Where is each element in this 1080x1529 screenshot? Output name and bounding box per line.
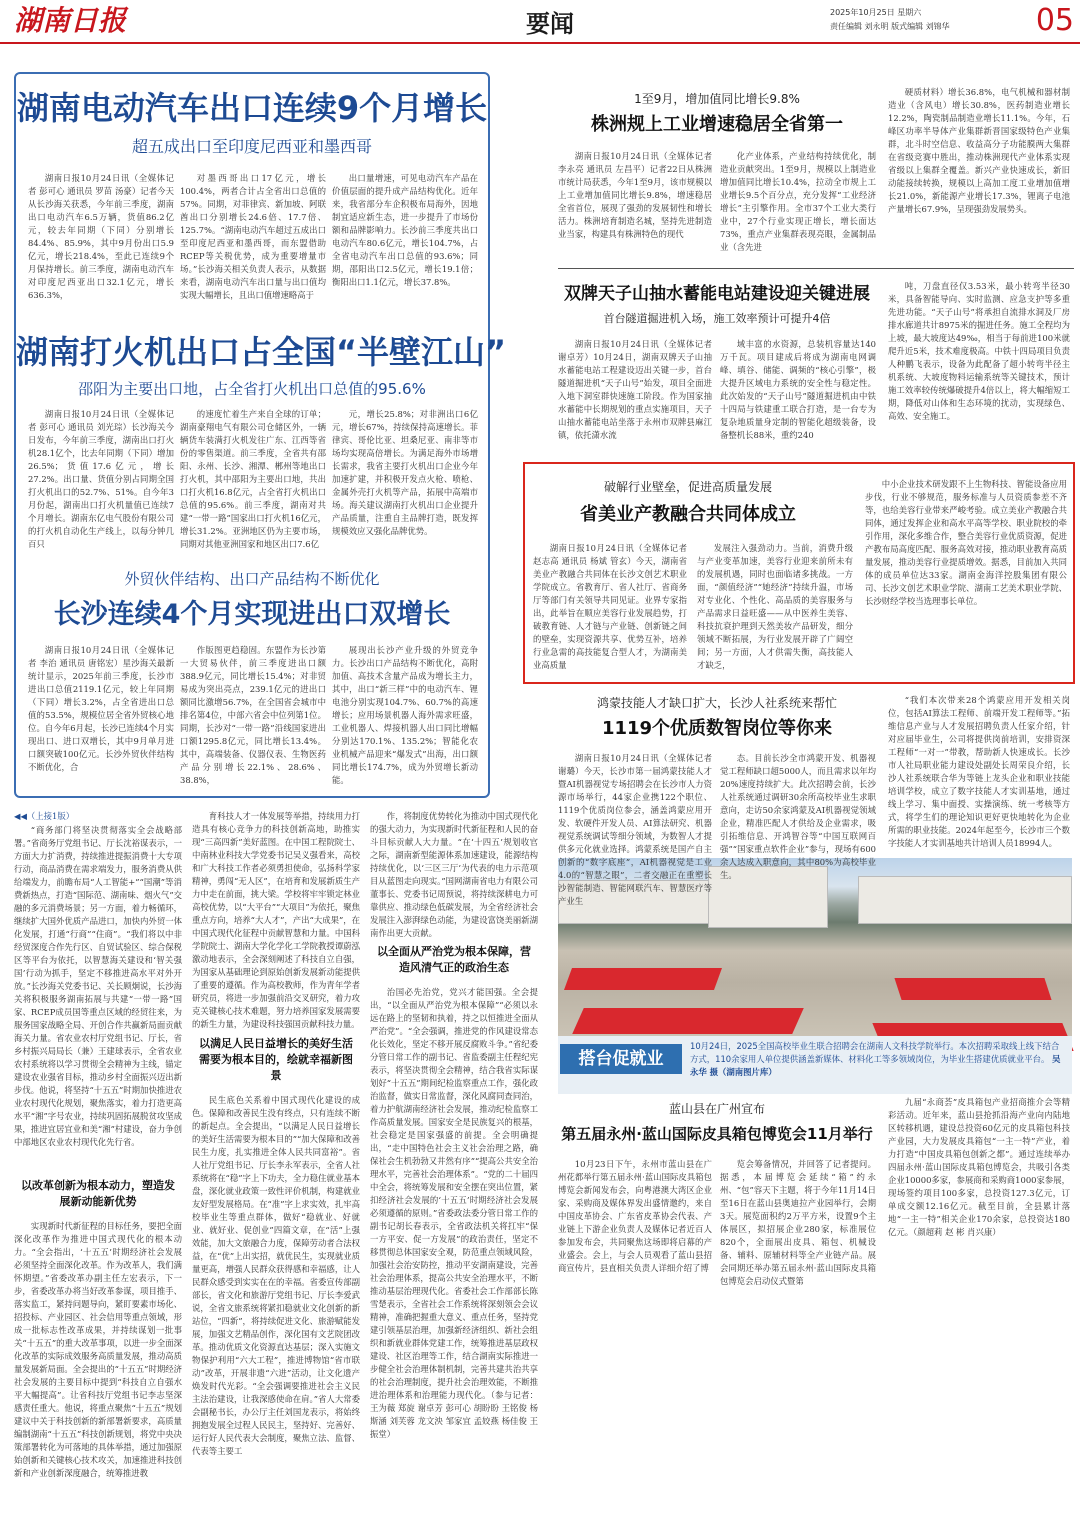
article-ev-subtitle: 超五成出口至印度尼西亚和墨西哥: [131, 137, 372, 156]
plenary-col2: 育科技人才一体发展等举措，持续用力打造具有核心竞争力的科技创新高地，助推实现“三高四新”美好蓝图。在中国工程院院士、中南林业科技大学党委书记吴义强看来，高校和广大科技工作者必须勇担使命，弘扬科学家精神，勇闯“无人区”，在培育和发展新质生产力中走在前面，挑大梁。学校将牢牢锁定林业高校优势，以“大平台”“大项目”为依托，聚焦重点方向，培养“大人才”，产出“大成果”，在中国式现代化征程中贡献智慧和力量。中国科学院院士、湖南大学化学化工学院教授谭蔚泓激动地表示，全会深刻阐述了科技自立自强，为国家从基础理论到原始创新发展新动能提供了重要的遵循。作为高校教师，作为青年学者研究员，将进一步加强前沿交叉研究，着力攻克关键核心技术难题，努力培养国家发展需要的新生力量，为建设科技强国贡献科技力量。: [192, 811, 360, 1029]
feature-box: [14, 72, 507, 798]
plenary-col1b: 实现新时代新征程的目标任务，要把全面深化改革作为推进中国式现代化的根本动力。“全会指出，‘十五五’时期经济社会发展必须坚持全面深化改革。作为改革人，我们满怀期望。”省委改革办副主任左宏表示，下一步，省委改革办将当好改革参谋，项目推手、落实监工，紧持问题导向，紧盯要素市场化、招投标、产业园区、社会信用等重点领域，形成一批标志性改革成果，并持续谋划一批事关“十五五”的重大改革事项，以进一步全面深化改革的实际成效服务高质量发展，推动高质量发展新局面。全会提出的“十五五”时期经济社会发展的主要目标中提到“科技自立自强水平大幅提高”。让省科技厅党组书记李志坚深感责任重大。他说，将重点聚焦“十五五”规划建议中关于科技创新的新部署新要求，高质量编制湖南“十五五”科技创新规划，将党中央决策部署转化为可落地的具体举措，通过加强原始创新和关键核心技术攻关，加速推进科技创新和产业创新深度融合，统筹推进教: [14, 1221, 182, 1478]
plenary-col2b: 民生底色关系着中国式现代化建设的成色。保障和改善民生没有终点，只有连续不断的新起点。全会提出，“以满足人民日益增长的美好生活需要为根本目的”“加大保障和改善民生力度，扎实推进全体人民共同富裕”。省人社厅党组书记、厅长李永军表示，全省人社系统将在“稳”字上下功夫，全力稳住就业基本盘，深化就业政策一致性评价机制，构建就业友好型发展格局。在“准”字上求实效，扎牢高校毕业生等重点群体，做好“稳就业、好就业、就好业、促创业”四篇文章，在“活”上强效能，加大文旅融合力度，保障劳动者合法权益，在“优”上出实招，就优民生，实现就业质量更高，增强人民群众获得感和幸福感，让人民群众感受到实实在在的幸福。省委宣传部副部长，省文化和旅游厅党组书记、厅长李爱武说，全省文旅系统将紧扣稳就业文化创新的新站位，“四新”，将持续促进文化、旅游赋能发展，加强文艺精品创作，深化国有文艺院团改革。推动优质文化资源直达基层；深入实施文物保护利用“六大工程”，推进博物馆“省市联动”改革，开展非遗“六进”活动，让文化遗产焕发时代光彩。“全会强调要推进社会主义民主法治建设，让我深感使命在肩。”省人大常委会副秘书长，办公厅主任刘国龙表示，将始终拥抱发展全过程人民民主，坚持好、完善好、运行好人民代表大会制度，聚焦立法、监督、代表等主要工: [192, 1095, 360, 1456]
jobs-kicker: 鸿蒙技能人才缺口扩大，长沙人社系统来帮忙: [596, 696, 837, 710]
tent-row: [564, 968, 722, 990]
jobs-col2: 态。目前长沙全市鸿蒙开发、机器视觉工程师缺口超5000人，而且需求以年均20%速度持续扩大。此次招聘会前，长沙人社系统通过调研30余所高校毕业生求职意向，走访50余家鸿蒙及AI机器视觉领域企业，精准匹配人才供给及企业需求，吸引拓维信息、开鸿智谷等“中国互联网百强”“国家重点软件企业”参与，现场有600余人达成入职意向，其中80%为高校毕业生。: [720, 753, 876, 880]
article-changsha-title: 长沙连续4个月实现进出口双增长: [53, 599, 451, 630]
article-changsha-col1: 湖南日报10月24日讯（全媒体记者 李治 通讯员 唐铭宏）星沙海关最新统计显示，2025年前三季度，长沙市进出口总值2119.1亿元，较上年同期（下同）增长3.2%，占全省进出口总值的53.5%，规模位居全省外贸核心地位。自今年6月起，长沙已连续4个月实现出口、进口双增长，其中9月单月进口额突破100亿元。长沙外贸伙伴结构不断优化，合: [28, 645, 174, 772]
pumped-storage-subtitle: 首台隧道掘进机入场，施工效率预计可提升4倍: [603, 312, 831, 325]
article-lighter-col3: 元，增长25.8%；对非洲出口6亿元，增长67%，持续保持高速增长。菲律宾、哥伦比亚、坦桑尼亚、南非等市场均实现高倍增长。为满足海外市场增长需求，我省主要打火机出口企业今年加速扩建，并积极开发点火枪、喷枪、金属外壳打火机等产品，拓展中高端市场。海关建议湖南打火机出口企业提升产品质量，注重自主品牌打造，既发挥规模效应又强化品牌优势。: [332, 409, 478, 536]
article-changsha-kicker: 外贸伙伴结构、出口产品结构不断优化: [124, 570, 380, 588]
divider: [558, 268, 1074, 269]
zhuzhou-col2: 化产业体系，产业结构持续优化，制造业贡献突出。1至9月，规模以上制造业增加值同比增长10.4%，拉动全市规上工业增长9.5个百分点，充分发挥“工业经济增长”主引擎作用。全市37个工业大类行业中，27个行业实现正增长，增长面达73%，重点产业集群表现亮眼，金属制品业（含先进: [720, 151, 876, 252]
plenary-subhead-reform: 以改革创新为根本动力，塑造发展新动能新优势: [21, 1179, 175, 1208]
photo-caption: [690, 1040, 1066, 1090]
expo-title: 第五届永州·蓝山国际皮具箱包博览会11月举行: [561, 1125, 873, 1143]
beauty-kicker: 破解行业壁垒，促进高质量发展: [603, 480, 772, 494]
jobs-col1: 湖南日报10月24日讯（全媒体记者 谢璐）今天，长沙市第一届鸿蒙技能人才暨AI机器视觉专场招聘会在长沙市人力资源市场举行，44家企业携122个职位、1119个优质岗位参会，涵盖鸿蒙应用开发、软硬件开发人员、AI算法研究、机器视觉系统调试等细分领域，为数智人才提供多元化就业选择。鸿蒙系统是国产自主创新的“数字底座”，AI机器视觉是工业4.0的“智慧之眼”，二者交融正在重塑长沙智能制造、智能网联汽车、智慧医疗等产业生: [558, 753, 712, 906]
plenary-subhead-party: 以全面从严治党为根本保障，营造风清气正的政治生态: [377, 945, 531, 974]
photo-caption-text: 10月24日，2025全国高校毕业生联合招聘会在湖南人文科技学院举行。本次招聘采取线上线下结合方式，110余家用人单位提供涵盖新媒体、材料化工等多领域岗位，为毕业生搭建优质就业平台。: [690, 1041, 1060, 1064]
masthead: [0, 0, 1080, 44]
dateline: [830, 6, 1020, 36]
pumped-storage-col1: 湖南日报10月24日讯（全媒体记者 谢卓芳）10月24日，湖南双牌天子山抽水蓄能电站工程建设迈出关键一步，首台隧道掘进机“天子山号”始发，项目全面进入地下洞室群快速施工阶段。作为国家抽水蓄能中长期规划的重点实施项目，天子山抽水蓄能电站坐落于永州市双牌县麻江镇，依托潇水流: [558, 339, 712, 440]
editor-credits: 责任编辑 刘永明 版式编辑 刘锦华: [830, 22, 950, 31]
page-number: 05: [1035, 3, 1074, 38]
beauty-col1: 湖南日报10月24日讯（全媒体记者 赵志高 通讯员 杨斌 管玄）今天，湖南省美业产教融合共同体在长沙文创艺术职业学院成立。省教育厅、省人社厅、省商务厅等部门有关领导共同见证。业界专家指出，此举旨在顺应美容行业发展趋势，打破教育链、人才链与产业链、创新链之间的壁垒，实现资源共享、优势互补，培养行业急需的高技能复合型人才，为湖南美业高质量: [533, 543, 687, 670]
building: [858, 876, 1072, 924]
article-ev-col3: 出口量增速，可见电动汽车产品在价值层面的提升成产品结构优化。近年来，我省部分车企积极布局海外，因地制宜适应新生态，进一步提升了市场份额和品牌影响力。长沙前三季度共出口电动汽车80.6亿元，增长104.7%，占全省电动汽车出口总值的93.6%；同期，邵阳出口2.5亿元，增长19.1倍；衡阳出口1.1亿元，增长37.8%。: [332, 173, 478, 287]
zhuzhou-title: 株洲规上工业增速稳居全省第一: [591, 114, 843, 135]
article-ev-col1: 湖南日报10月24日讯（全媒体记者 彭可心 通讯员 罗苗 汤豪）记者今天从长沙海关获悉，今年前三季度，湖南出口电动汽车6.5万辆，货值86.2亿元，较去年同期（下同）分别增长84.4%、85.9%，其中9月份出口5.9亿元，增长218.4%，至此已连续9个月保持增长。前三季度，湖南电动汽车对印度尼西亚出口32.1亿元，增长636.3%，: [28, 173, 174, 300]
article-lighter-subtitle: 邵阳为主要出口地，占全省打火机出口总值的95.6%: [78, 380, 426, 398]
plenary-col1: “商务部门将坚决贯彻落实全会战略部署。”省商务厅党组书记、厅长沈裕谋表示，一方面大力扩消费，持续推进提振消费十大专项行动，商品消费在需求端发力，服务消费从供给端发力，前瞻布局“人工智能+”“国潮”等消费新热点，打造“国际范、湖南味、烟火气”交融的多元消费场景；另一方面，着力畅循环，继续扩大国外优质产品进口，加快内外贸一体化发展，打通“行商”“住商”。“我们将以中非经贸深度合作先行区、自贸试验区、综合保税区等平台为依托，以智慧海关建设和‘智关强国’行动为抓手，坚定不移推进高水平对外开放。”长沙海关党委书记、关长顾炯说，长沙海关将积极服务湖南拓展与共建“一带一路”国家、RCEP成员国等重点区域的经贸往来，为服务国家战略全局、开创合作共赢新局面贡献海关力量。省农业农村厅党组书记、厅长，省乡村振兴局局长（兼）王建球表示，全省农业农村系统将以学习贯彻全会精神为主线，锚定建设农业强省目标，推动乡村全面振兴迈出新步伐。他说，将坚持“十五五”时期加快推进农业农村现代化规划，聚焦落实，着力打造更高水平“湘”字号农业，持续巩固拓展脱贫攻坚成果，推进宜居宜业和美“湘”村建设，奋力争创中部地区农业农村现代化先行省。: [14, 825, 182, 1147]
article-lighter-col2: 的速度忙着生产来自全球的订单；湖南豪翔电气有限公司仓储区外，一辆辆货车装满打火机发往广东、江西等省份的零售渠道。前三季度，全省共有邵阳、永州、长沙、湘潭、郴州等地出口打火机，其中邵阳为主要出口地，共出口打火机16.8亿元，占全省打火机出口总值的95.6%。前三季度，湖南对共建“一带一路”国家出口打火机16亿元，增长31.2%。亚洲地区仍为主要市场，同期对其他亚洲国家和地区出口7.6亿: [180, 409, 326, 549]
continue-tag: ◀◀（上接1版）: [14, 811, 75, 821]
pumped-storage-title: 双牌天子山抽水蓄能电站建设迎关键进展: [564, 284, 870, 304]
beauty-title: 省美业产教融合共同体成立: [580, 504, 796, 525]
plenary-col3: 作，将制度优势转化为推动中国式现代化的强大动力，为实现新时代新征程和人民的奋斗目标贡献人大力量。“在‘十四五’规划收官之际，湖南新型能源体系加速建设，能源结构持续优化，以‘三区三厅’为代表的电力示范项目从蓝图走向现实。”国网湖南省电力有限公司董事长、党委书记周预说，将持续深耕电力可靠供应、推动绿色低碳发展，为全省经济社会发展注入澎湃绿色动能，为建设富饶美丽新湖南作出更大贡献。: [370, 811, 538, 938]
highlight-box: [523, 462, 1075, 684]
jobs-title: 1119个优质数智岗位等你来: [601, 718, 833, 739]
newspaper-logo: 湖南日报: [14, 4, 127, 37]
pumped-storage-col3: 吨，刀盘直径仅3.53米，最小转弯半径30米，具备智能导向、实时监测、应急支护等多重先进功能。“天子山号”将承担自流排水洞及厂房排水廊道共计8975米的掘进任务。施工全程均为上坡，最大坡度达49‰，相当于每前进100米就爬升近5米，技术难度极高。中铁十四局项目负责人种鹏飞表示，设备为此配备了超小转弯半径主机系统、大坡度物料运输系统等关键技术，预计施工效率较传统爆破提升4倍以上，将大幅缩短工期，降低对山体和生态环境的扰动，实现绿色、高效、安全施工。: [888, 281, 1070, 421]
beauty-col3: 中小企业技术研发跟不上生物科技、智能设备应用步伐，行业不够规范，服务标准与人员资质参差不齐等，也给美容行业带来严峻考验。成立美业产教融合共同体，通过发挥企业和高水平高等学校、职业院校的牵引作用，深化多维合作，整合美容行业优质资源，促进产教布局高度匹配、服务高效对接，推动职业教育高质量发展，推动美容行业提质增效。据悉，目前加入共同体的成员单位达33家。湖南金海洋控股集团有限公司、长沙文创艺术职业学院、湖南工艺美术职业学院、长沙财经学校当选理事长单位。: [865, 479, 1067, 606]
plenary-subhead-livelihood: 以满足人民日益增长的美好生活需要为根本目的，绘就幸福新图景: [199, 1037, 353, 1082]
zhuzhou-col1: 湖南日报10月24日讯（全媒体记者 李永亮 通讯员 左昌平）记者22日从株洲市统计局获悉，今年1至9月，该市规模以上工业增加值同比增长9.8%，增速稳居全省首位，展现了强劲的发展韧性和增长活力。株洲培育制造名城，坚持先进制造业当家，构建具有株洲特色的现代: [558, 151, 712, 239]
article-lighter-col1: 湖南日报10月24日讯（全媒体记者 彭可心 通讯员 刘光琮）长沙海关今日发布，今年前三季度，湖南出口打火机28.1亿个，比去年同期（下同）增加26.5%；货值17.6亿元，增长27.2%。出口量、货值分别占同期全国打火机出口的52.7%、51%。自今年3月份起，湖南出口打火机量值已连续7个月增长。湖南东亿电气股份有限公司的打火机自动化生产线上，以每分钟几百只: [28, 409, 174, 549]
plenary-col3b: 治国必先治党，党兴才能国强。全会提出，“以全面从严治党为根本保障”“必须以永远在路上的坚韧和执着，持之以恒推进全面从严治党”。“全会强调，推进党的作风建设常态化长效化，坚定不移开展反腐败斗争。”省纪委分管日常工作的副书记、省监委副主任程纪宪表示，将坚决贯彻全会精神，结合我省实际谋划好“十五五”期间纪检监察重点工作，强化政治监督，做实日常监督，深化风腐同查同治，着力护航湖南经济社会发展，推动纪检监察工作高质量发展。国家安全是民族复兴的根基，社会稳定是国家强盛的前提。全会明确提出，“走中国特色社会主义社会治理之路，确保社会生机勃勃又井然有序”“提高公共安全治理水平，完善社会治理体系”。“党的二十届四中全会，将统筹发展和安全摆在突出位置，紧扣经济社会发展的‘十五五’时期经济社会发展必须遵循的原则。”省委政法委分管日常工作的副书记胡长春表示，全省政法机关将扛牢“保一方平安、促一方发展”的政治责任，坚定不移贯彻总体国家安全观，防范重点领域风险，加强社会治安防控，推动平安湖南建设，完善社会治理体系，提高公共安全治理水平，不断推动基层治理现代化。省委社会工作部部长陈雪楚表示，全省社会工作系统将深刻领会会议精神，准确把握重大意义、重点任务，坚持党建引领基层治理，加强新经济组织、新社会组织和新就业群体党建工作，统筹推进基层政权建设、社区治理等工作，结合湖南实际推进一步健全社会治理体制机制，完善共建共治共享的社会治理制度，提升社会治理效能，不断推进治理体系和治理能力现代化。（参与记者：王为薇 郑旋 谢卓芳 彭可心 胡盼盼 王铭俊 杨斯涵 刘芙蓉 龙文泱 邹家宜 孟姣燕 杨佳俊 王振堂）: [370, 987, 538, 1439]
pumped-storage-col2: 域丰富的水资源，总装机容量达140万千瓦。项目建成后将成为湖南电网调峰、填谷、储能、调频的“核心引擎”，极大提升区域电力系统的安全性与稳定性。此次始发的“天子山号”隧道掘进机由中铁十四局与铁建重工联合打造，是一台专为复杂地质量身定制的智能化超级装备，设备整机长88米，重约240: [720, 339, 876, 440]
beauty-col2: 发展注入强劲动力。当前，消费升级与产业变革加速，美容行业迎来前所未有的发展机遇，同时也面临诸多挑战。一方面，“颜值经济”“她经济”持续升温，市场对专业化、个性化、高品质的美容服务与产品需求日益旺盛——从中医养生美容、科技抗衰护理到天然美妆产品研发，细分领域不断拓展，为行业发展开辟了广阔空间；另一方面，人才供需失衡，高技能人才缺乏，: [697, 543, 853, 670]
photo-credit: 吴永华 摄（湖南图片库）: [690, 1054, 1061, 1077]
expo-col3: 九届“永商荟”皮具箱包产业招商推介会等精彩活动。近年来，蓝山县抢抓沿海产业向内陆地区转移机遇，建设总投资60亿元的皮具箱包科技产业园，大力发展皮具箱包“一主一特”产业，着力打造“中国皮具箱包创新之都”。通过连续举办四届永州·蓝山国际皮具箱包博览会，共吸引各类企业10000多家，参展商和采购商1000家参展，现场签约项目100多家，总投资127.3亿元，订单成交额12.16亿元。截至目前，全县累计落地“一主一特”相关企业170余家，总投资达180亿元。（颜超莉 赵 彬 肖兴康）: [888, 1097, 1070, 1237]
zhuzhou-kicker: 1至9月，增加值同比增长9.8%: [634, 92, 800, 106]
tent-row: [572, 1008, 804, 1034]
article-lighter-title: 湖南打火机出口占全国“半壁江山”: [16, 333, 507, 371]
expo-col1: 10月23日下午，永州市蓝山县在广州花都举行第五届永州·蓝山国际皮具箱包博览会新闻发布会，向粤港澳大湾区企业家、采购商及媒体界发出盛情邀约，来自中国皮革协会、广东省皮革协会代表、产业链上下游企业负责人及媒体记者近百人参加发布会，共同聚焦这场即将启幕的产业盛会。会上，与会人员观看了蓝山县招商宣传片，县直相关负责人详细介绍了博: [558, 1159, 712, 1273]
tent-row: [894, 978, 1051, 1000]
article-changsha-col2: 作版图更趋稳固。东盟作为长沙第一大贸易伙伴，前三季度进出口额388.9亿元，同比增长15.4%；对非贸易成为突出亮点，239.1亿元的进出口额同比激增56.7%，在全国省会城市中排名第4位，中部六省会中位列第1位。同期，长沙对“一带一路”沿线国家进出口额1295.8亿元，同比增长13.4%。其中，高端装备、仪器仪表、生物医药产品分别增长22.1%、28.6%、38.8%，: [180, 645, 326, 785]
zhuzhou-col3: 硬质材料）增长36.8%，电气机械和器材制造业（含风电）增长30.8%，医药制造业增长12.2%，陶瓷制品制造业增长11.1%。今年，石峰区功率半导体产业集群新晋国家级特色产业集群，北斗时空信息、收益高分子功能膜两大集群在省级竞赛中胜出，推动株洲现代产业体系实现省级以上集群全覆盖。新兴产业快速成长，新旧动能接续转换，规模以上高加工度工业增加值增长21.0%，新能源产业增长17.3%，锂离子电池产量增长67.9%，呈现强劲发展势头。: [888, 87, 1070, 214]
issue-date: 2025年10月25日 星期六: [830, 8, 922, 17]
article-ev-col2: 对墨西哥出口17亿元，增长100.4%，两者合计占全省出口总值的57%。同期，对菲律宾、新加坡、阿联酋出口分别增长24.6倍、17.7倍、125.7%。“湖南电动汽车超过五成出口至印度尼西亚和墨西哥，而东盟借助RCEP等关税优势，成为重要增量市场。”长沙海关相关负责人表示，从数据来看，湖南电动汽车出口量与出口值均实现大幅增长，且出口值增速略高于: [180, 173, 326, 300]
article-changsha-col3: 展现出长沙产业升级的外贸竞争力。长沙出口产品结构不断优化，高附加值、高技术含量产品成为增长主力，其中，出口“新三样”中的电动汽车、锂电池分别实现104.7%、60.7%的高速增长；应用场景机器人海外需求旺盛，工业机器人、焊接机器人出口同比增幅分别达170.1%、135.2%；智能化农业机械产品迎来“爆发式”出海，出口额同比增长174.7%，成为外贸增长新动能。: [332, 645, 478, 785]
photo-band-label: 搭台促就业: [560, 1044, 682, 1074]
expo-col2: 览会筹备情况，并回答了记者提问。据悉，本届博览会延续“箱”约永州、“包”容天下主题，将于今年11月14日至16日在蓝山县奥迪拉产业园举行，会期3天。展览面积约2万平方米，设置9个主体展区，拟招展企业280家，标准展位820个，全面展出皮具、箱包、机械设备、辅料、原辅材料等全产业链产品。展会同期还举办第五届永州·蓝山国际皮具箱包博览会启动仪式暨第: [720, 1159, 876, 1286]
jobs-col3: “我们本次带来28个鸿蒙应用开发相关岗位，包括AI算法工程师、前端开发工程师等。”拓维信息产业与人才发展招聘负责人任家介绍，针对应届毕业生，公司将提供岗前培训，安排资深工程师“一对一”带教，帮助新人快速成长。长沙市人社局职业能力建设处副处长周荣良介绍，长沙人社系统联合华为等链上龙头企业和职业技能培训学校，成立了数字技能人才实训基地，通过线上学习、集中面授、实操演练、统一考核等方式，将学生们的理论知识更好更快地转化为企业所需的职业技能。2024年起至今，长沙市三个数字技能人才实训基地共计培训人员18994人。: [888, 695, 1070, 848]
article-ev-title: 湖南电动汽车出口连续9个月增长: [16, 89, 488, 127]
expo-kicker: 蓝山县在广州宣布: [668, 1102, 765, 1116]
section-title: 要闻: [526, 10, 574, 38]
